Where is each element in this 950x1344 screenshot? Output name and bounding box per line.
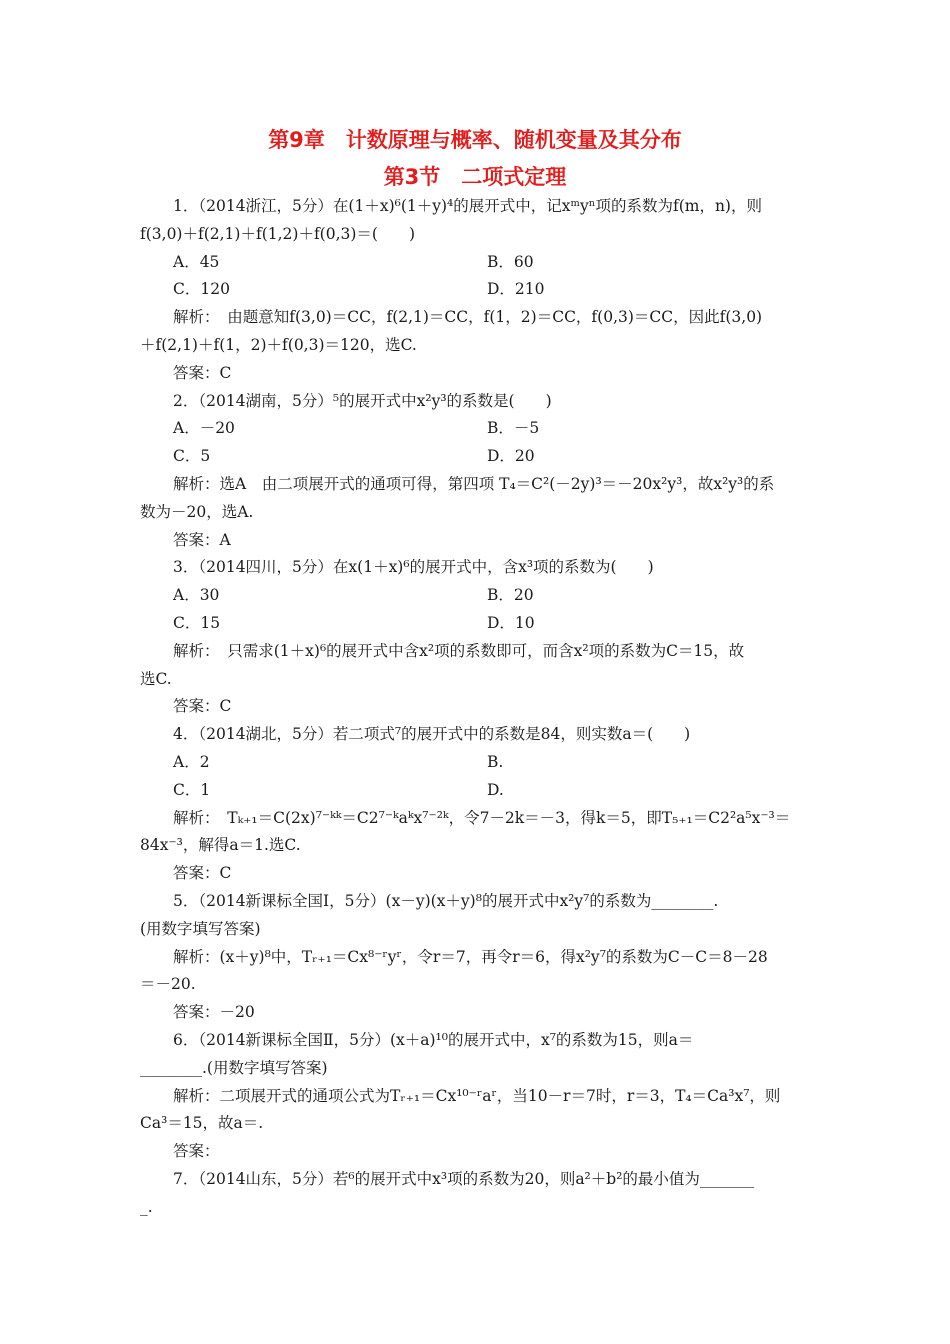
- text-line: 答案：－20: [173, 1003, 255, 1021]
- option-left: A．30: [173, 586, 220, 604]
- option-left: C．1: [173, 781, 211, 799]
- text-line: 解析：二项展开式的通项公式为Tᵣ₊₁＝Cx¹⁰⁻ʳaʳ，当10－r＝7时，r＝3，T₄＝Ca³x⁷，则: [173, 1087, 781, 1105]
- text-line: 解析：选A 由二项展开式的通项可得，第四项 T₄＝C²(－2y)³＝－20x²y³，故x²y³的系: [173, 475, 775, 493]
- option-right: D．20: [487, 447, 535, 465]
- text-line: 5．（2014新课标全国Ⅰ，5分）(x－y)(x＋y)⁸的展开式中x²y⁷的系数为________.: [173, 892, 719, 910]
- chapter-title: 第9章 计数原理与概率、随机变量及其分布: [268, 128, 682, 152]
- text-line: 84x⁻³，解得a＝1.选C.: [140, 836, 301, 854]
- text-line: Ca³＝15，故a＝.: [140, 1114, 264, 1132]
- text-line: f(3,0)＋f(2,1)＋f(1,2)＋f(0,3)＝( ): [140, 225, 416, 243]
- option-right: D．10: [487, 614, 535, 632]
- text-line: 答案：C: [173, 364, 232, 382]
- text-line: 6．（2014新课标全国Ⅱ，5分）(x＋a)¹⁰的展开式中，x⁷的系数为15，则a＝: [173, 1031, 694, 1049]
- text-line: 4．（2014湖北，5分）若二项式⁷的展开式中的系数是84，则实数a＝( ): [173, 725, 691, 743]
- text-line: 答案：C: [173, 864, 232, 882]
- text-line: 解析：(x＋y)⁸中，Tᵣ₊₁＝Cx⁸⁻ʳyʳ，令r＝7，再令r＝6，得x²y⁷的系数为C－C＝8－28: [173, 948, 768, 966]
- option-right: B．－5: [487, 419, 540, 437]
- text-line: 1．（2014浙江，5分）在(1＋x)⁶(1＋y)⁴的展开式中，记xᵐyⁿ项的系数为f(m，n)，则: [173, 197, 762, 215]
- text-line: 2．（2014湖南，5分）⁵的展开式中x²y³的系数是( ): [173, 392, 552, 410]
- section-title: 第3节 二项式定理: [383, 165, 567, 189]
- option-left: C．15: [173, 614, 221, 632]
- option-right: D.: [487, 781, 504, 799]
- text-line: 选C.: [140, 670, 172, 688]
- option-left: A．－20: [173, 419, 235, 437]
- text-line: 答案：C: [173, 697, 232, 715]
- option-right: B．20: [487, 586, 534, 604]
- option-right: D．210: [487, 280, 545, 298]
- text-line: ________.(用数字填写答案): [140, 1059, 328, 1077]
- option-left: C．5: [173, 447, 211, 465]
- text-line: _.: [140, 1198, 153, 1216]
- text-line: 数为－20，选A.: [140, 503, 254, 521]
- text-line: 解析： Tₖ₊₁＝C(2x)⁷⁻ᵏᵏ＝C2⁷⁻ᵏaᵏx⁷⁻²ᵏ，令7－2k＝－3，得k＝5，即T₅₊₁＝C2²a⁵x⁻³＝: [173, 809, 791, 827]
- text-line: ＋f(2,1)＋f(1，2)＋f(0,3)＝120，选C.: [140, 336, 417, 354]
- option-left: A．45: [173, 253, 220, 271]
- text-line: 答案：: [173, 1142, 220, 1160]
- text-line: (用数字填写答案): [140, 920, 261, 938]
- text-line: 答案：A: [173, 531, 231, 549]
- option-right: B.: [487, 753, 504, 771]
- text-line: ＝－20.: [140, 975, 196, 993]
- text-line: 7．（2014山东，5分）若⁶的展开式中x³项的系数为20，则a²＋b²的最小值为_______: [173, 1170, 755, 1188]
- option-left: A．2: [173, 753, 210, 771]
- option-right: B．60: [487, 253, 534, 271]
- text-line: 解析： 只需求(1＋x)⁶的展开式中含x²项的系数即可，而含x²项的系数为C＝15，故: [173, 642, 745, 660]
- text-line: 3．（2014四川，5分）在x(1＋x)⁶的展开式中，含x³项的系数为( ): [173, 558, 654, 576]
- option-left: C．120: [173, 280, 230, 298]
- text-line: 解析： 由题意知f(3,0)＝CC，f(2,1)＝CC，f(1，2)＝CC，f(0,3)＝CC，因此f(3,0): [173, 308, 763, 326]
